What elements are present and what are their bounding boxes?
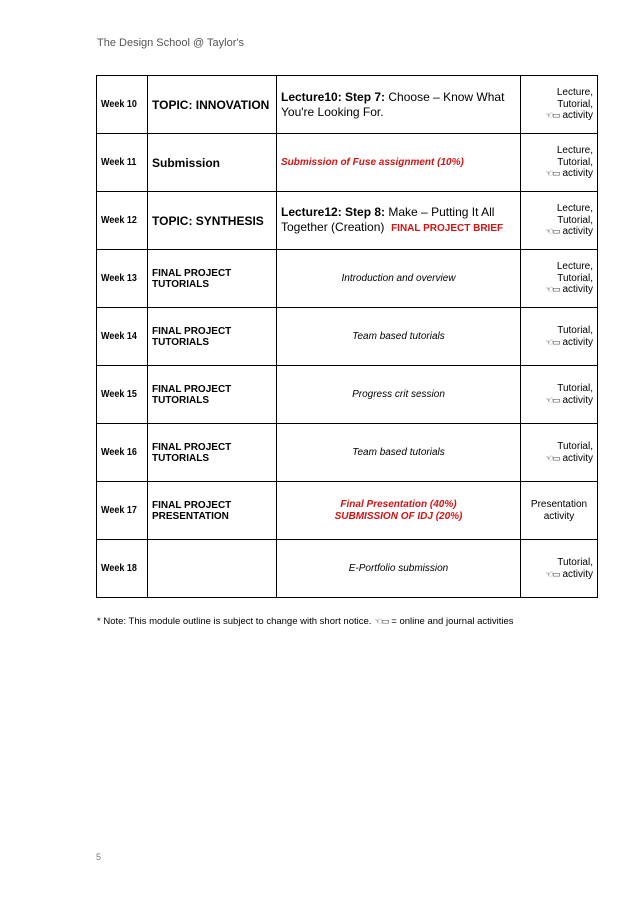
- activity-cell: Tutorial, ☜▭ activity: [521, 308, 598, 366]
- description-cell: Introduction and overview: [277, 250, 521, 308]
- table-row: [97, 540, 598, 598]
- description-cell: Team based tutorials: [277, 424, 521, 482]
- activity-cell: Lecture, Tutorial, ☜▭ activity: [521, 192, 598, 250]
- description-cell: [277, 482, 521, 540]
- lecture-text: Make – Putting It All Together (Creation): [281, 205, 495, 234]
- week-label: Week 12: [97, 192, 143, 250]
- table-row: [97, 424, 598, 482]
- table-row: [97, 482, 598, 540]
- topic-cell: [148, 540, 277, 598]
- lecture-title: Lecture10: Step 7:: [281, 89, 386, 104]
- week-label: Week 13: [97, 250, 143, 308]
- activity-cell: Lecture, Tutorial, ☜▭ activity: [521, 134, 598, 192]
- hand-pointing-icon: ☜▭: [545, 394, 560, 405]
- activity-cell: Presentation activity: [521, 482, 598, 540]
- description-cell: Progress crit session: [277, 366, 521, 424]
- week-label: Week 14: [97, 308, 143, 366]
- week-label: Week 10: [97, 76, 143, 134]
- table-row: [97, 308, 598, 366]
- description-cell: [277, 134, 521, 192]
- description-cell: [277, 192, 521, 250]
- lecture-title: Lecture12: Step 8:: [281, 205, 386, 219]
- table-row: [97, 366, 598, 424]
- hand-pointing-icon: ☜▭: [545, 284, 560, 295]
- week-label: Week 11: [97, 134, 143, 192]
- activity-cell: Tutorial, ☜▭ activity: [521, 540, 598, 598]
- activity-cell: Tutorial, ☜▭ activity: [521, 366, 598, 424]
- topic-cell: FINAL PROJECT TUTORIALS: [148, 250, 277, 308]
- topic-cell: FINAL PROJECT TUTORIALS: [148, 366, 277, 424]
- lecture-text: Choose – Know What You're Looking For.: [281, 89, 505, 119]
- table-row: [97, 192, 598, 250]
- table-row: [97, 76, 598, 134]
- topic-cell: FINAL PROJECT TUTORIALS: [148, 308, 277, 366]
- hand-pointing-icon: ☜▭: [545, 336, 560, 347]
- footnote: * Note: This module outline is subject to change with short notice. ☜▭ = online and journal activities: [97, 616, 514, 627]
- table-row: [97, 134, 598, 192]
- page-number: 5: [96, 852, 102, 862]
- week-label: Week 15: [97, 366, 143, 424]
- hand-pointing-icon: ☜▭: [545, 168, 560, 179]
- description-cell: Team based tutorials: [277, 308, 521, 366]
- hand-pointing-icon: ☜▭: [545, 568, 560, 579]
- topic-cell: TOPIC: INNOVATION: [148, 76, 277, 134]
- submission-note: Submission of Fuse assignment (10%): [281, 157, 464, 168]
- table-row: [97, 250, 598, 308]
- description-cell: E-Portfolio submission: [277, 540, 521, 598]
- project-brief-label: FINAL PROJECT BRIEF: [391, 223, 504, 234]
- document-header: The Design School @ Taylor's: [97, 37, 244, 49]
- idj-submission-note: SUBMISSION OF IDJ (20%): [334, 510, 463, 522]
- hand-pointing-icon: ☜▭: [545, 226, 560, 237]
- topic-cell: TOPIC: SYNTHESIS: [148, 192, 277, 250]
- topic-cell: FINAL PROJECT TUTORIALS: [148, 424, 277, 482]
- week-label: Week 17: [97, 482, 143, 540]
- hand-pointing-icon: ☜▭: [545, 452, 560, 463]
- topic-cell: Submission: [148, 134, 277, 192]
- schedule-table: [96, 75, 598, 598]
- activity-cell: Tutorial, ☜▭ activity: [521, 424, 598, 482]
- week-label: Week 18: [97, 540, 143, 598]
- activity-cell: Lecture, Tutorial, ☜▭ activity: [521, 76, 598, 134]
- week-label: Week 16: [97, 424, 143, 482]
- description-cell: [277, 76, 521, 134]
- hand-pointing-icon: ☜▭: [545, 110, 560, 121]
- topic-cell: FINAL PROJECT PRESENTATION: [148, 482, 277, 540]
- final-presentation-note: Final Presentation (40%): [340, 498, 457, 510]
- hand-pointing-icon: ☜▭: [374, 616, 389, 626]
- activity-cell: Lecture, Tutorial, ☜▭ activity: [521, 250, 598, 308]
